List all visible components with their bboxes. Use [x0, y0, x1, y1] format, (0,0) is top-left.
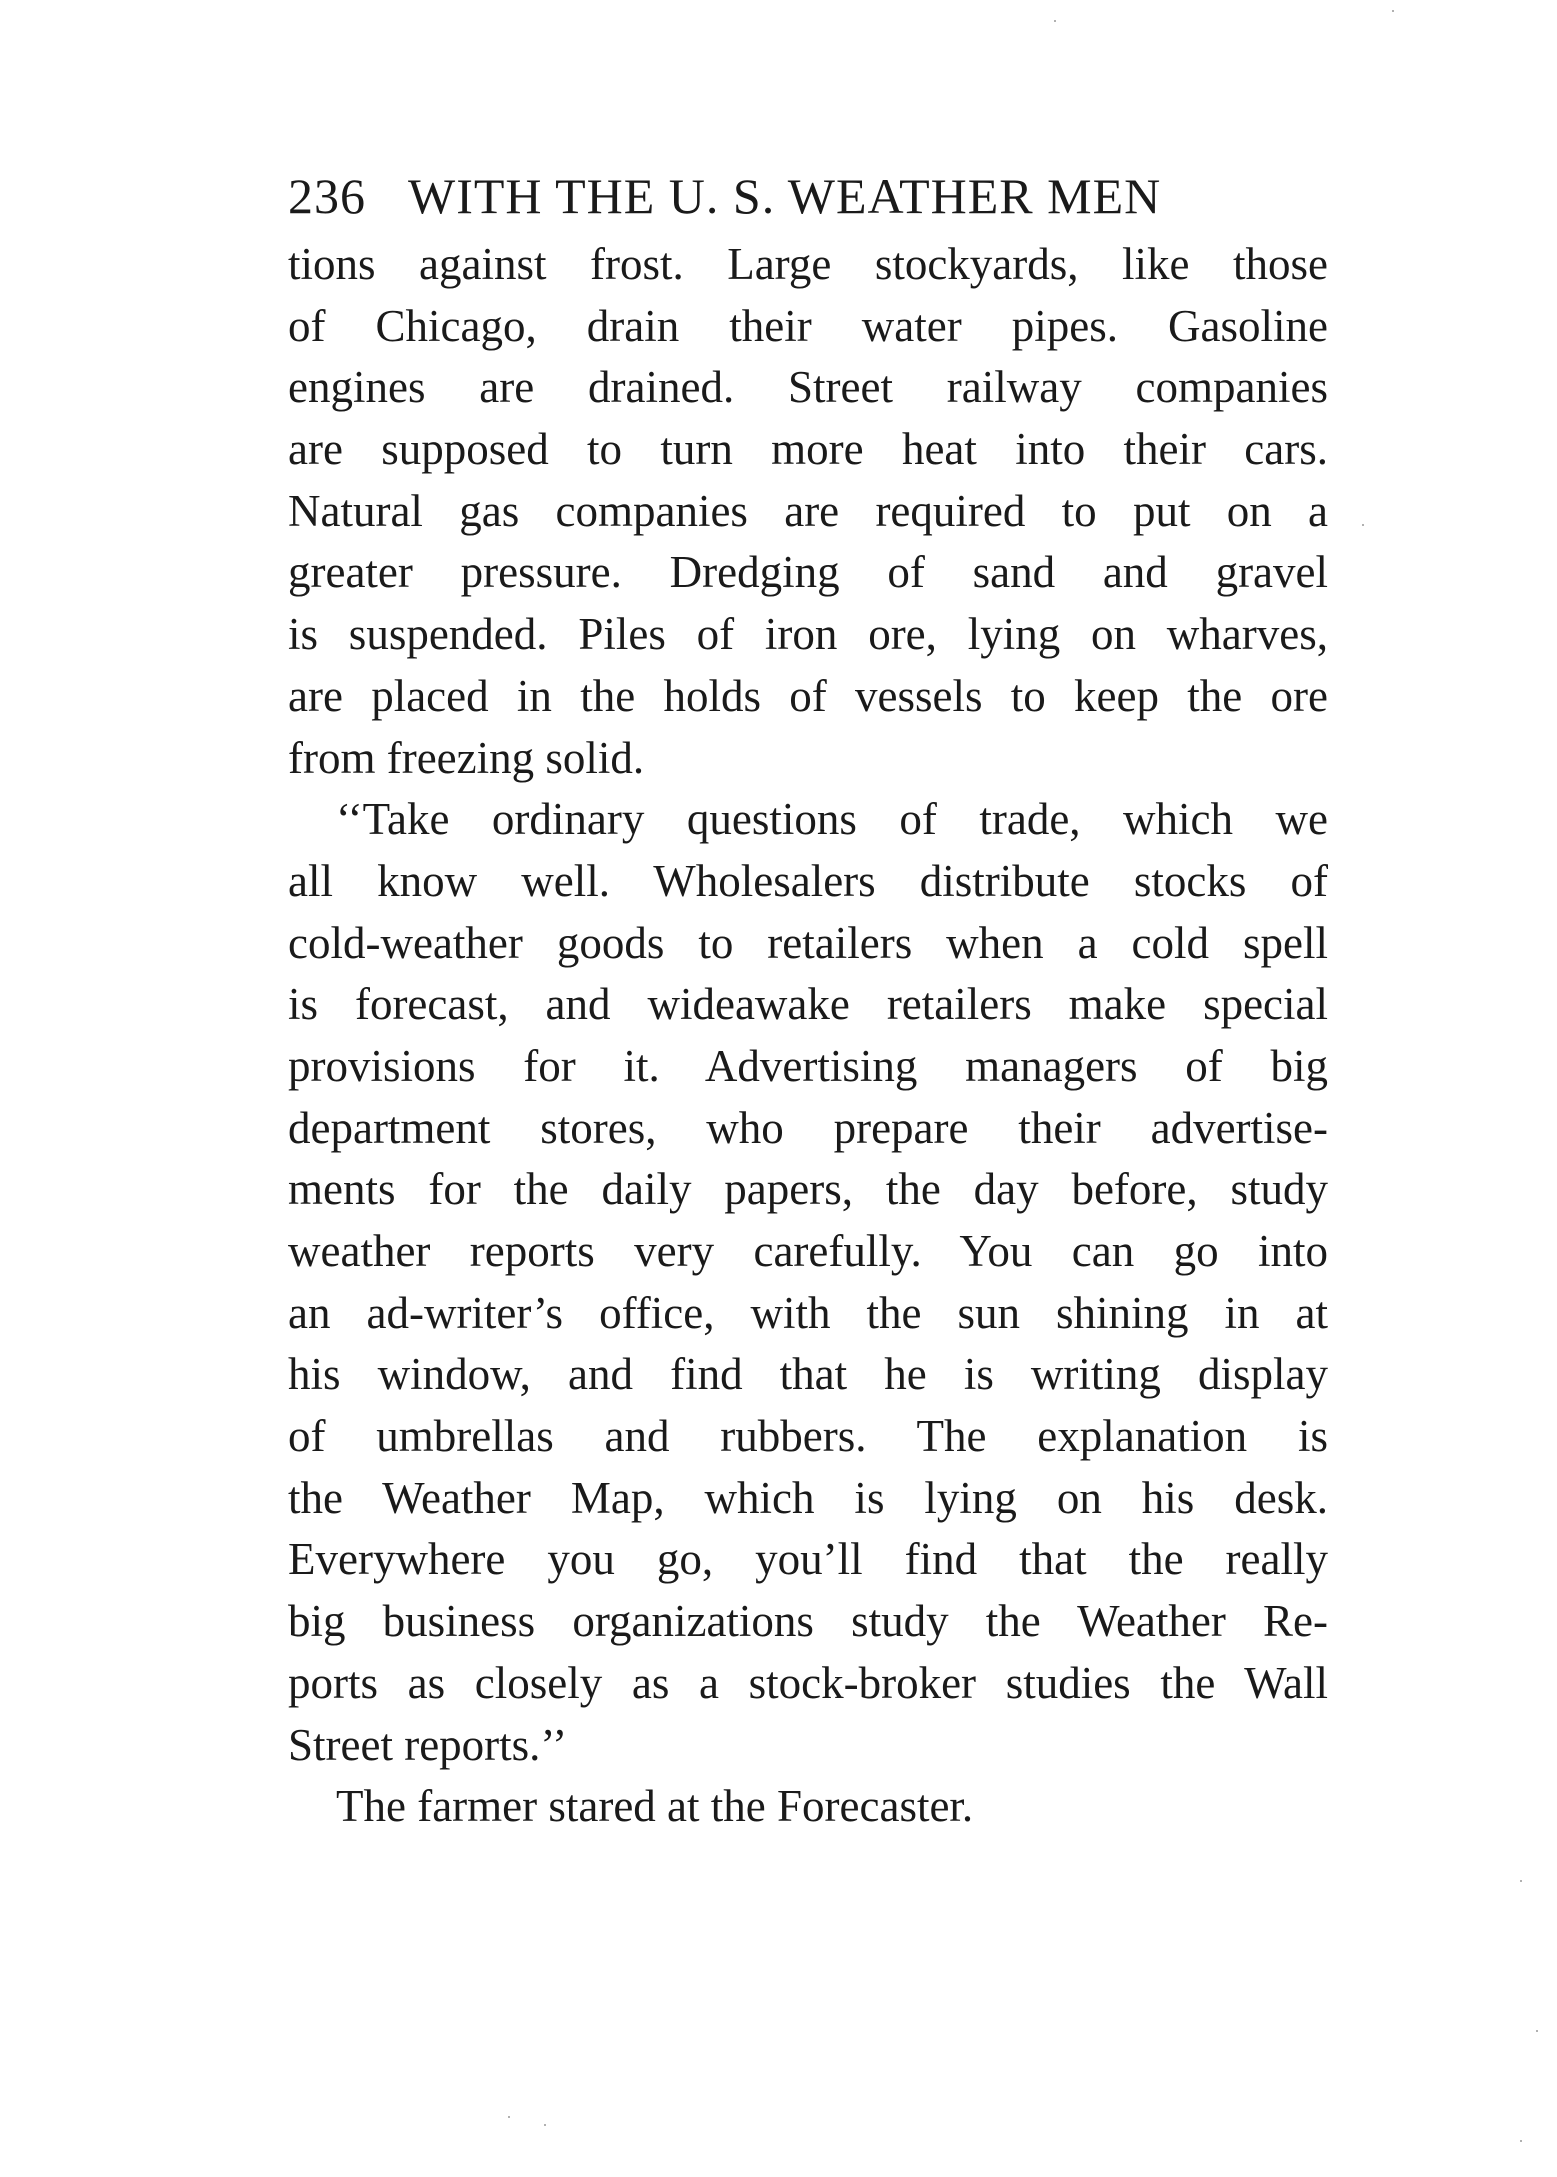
text-line: is suspended. Piles of iron ore, lying on wharves,: [288, 609, 1328, 660]
text-line: tions against frost. Large stockyards, like those: [288, 239, 1328, 289]
text-line: big business organizations study the Weather Re-: [288, 1596, 1328, 1647]
text-line: greater pressure. Dredging of sand and gravel: [288, 547, 1328, 598]
paper-speck: [1392, 10, 1394, 12]
paper-speck: [508, 2116, 510, 2118]
text-line: weather reports very carefully. You can go into: [288, 1226, 1328, 1276]
paragraph-1: [288, 234, 1328, 789]
page-text-block: [288, 158, 1328, 1838]
text-line: an ad-writer’s office, with the sun shining in at: [288, 1287, 1328, 1338]
text-line: of umbrellas and rubbers. The explanation is: [288, 1411, 1328, 1462]
paragraph-3: [288, 1776, 1328, 1838]
text-line: the Weather Map, which is lying on his desk.: [288, 1472, 1328, 1523]
running-head-title: WITH THE U. S. WEATHER MEN: [408, 168, 1162, 224]
text-line: are placed in the holds of vessels to keep the ore: [288, 670, 1328, 721]
paper-speck: [1362, 524, 1364, 526]
text-line: Everywhere you go, you’ll find that the really: [288, 1534, 1328, 1585]
paper-speck: [544, 2124, 546, 2126]
running-head: [288, 158, 1328, 234]
text-line: department stores, who prepare their advertise-: [288, 1102, 1328, 1153]
text-line: The farmer stared at the Forecaster.: [336, 1781, 974, 1832]
text-line: are supposed to turn more heat into their cars.: [288, 424, 1328, 475]
page-number: 236: [288, 168, 366, 224]
text-line: provisions for it. Advertising managers of big: [288, 1040, 1328, 1091]
paper-speck: [1536, 2030, 1538, 2032]
paper-speck: [1520, 2140, 1522, 2142]
text-line: all know well. Wholesalers distribute stocks of: [288, 855, 1328, 906]
text-line: cold-weather goods to retailers when a cold spell: [288, 917, 1328, 968]
paper-speck: [1054, 20, 1056, 22]
paragraph-2: [288, 789, 1328, 1776]
text-line: from freezing solid.: [288, 732, 645, 783]
text-line: engines are drained. Street railway companies: [288, 362, 1328, 413]
text-line: Natural gas companies are required to put on a: [288, 485, 1328, 536]
text-line: ments for the daily papers, the day before, study: [288, 1164, 1328, 1215]
text-line: ‘‘Take ordinary questions of trade, which we: [336, 794, 1328, 845]
text-line: is forecast, and wideawake retailers make special: [288, 979, 1328, 1030]
paper-speck: [1520, 1880, 1522, 1882]
text-line: Street reports.’’: [288, 1719, 568, 1770]
text-line: ports as closely as a stock-broker studies the Wall: [288, 1657, 1328, 1708]
text-line: of Chicago, drain their water pipes. Gasoline: [288, 300, 1328, 351]
text-line: his window, and find that he is writing display: [288, 1349, 1328, 1400]
